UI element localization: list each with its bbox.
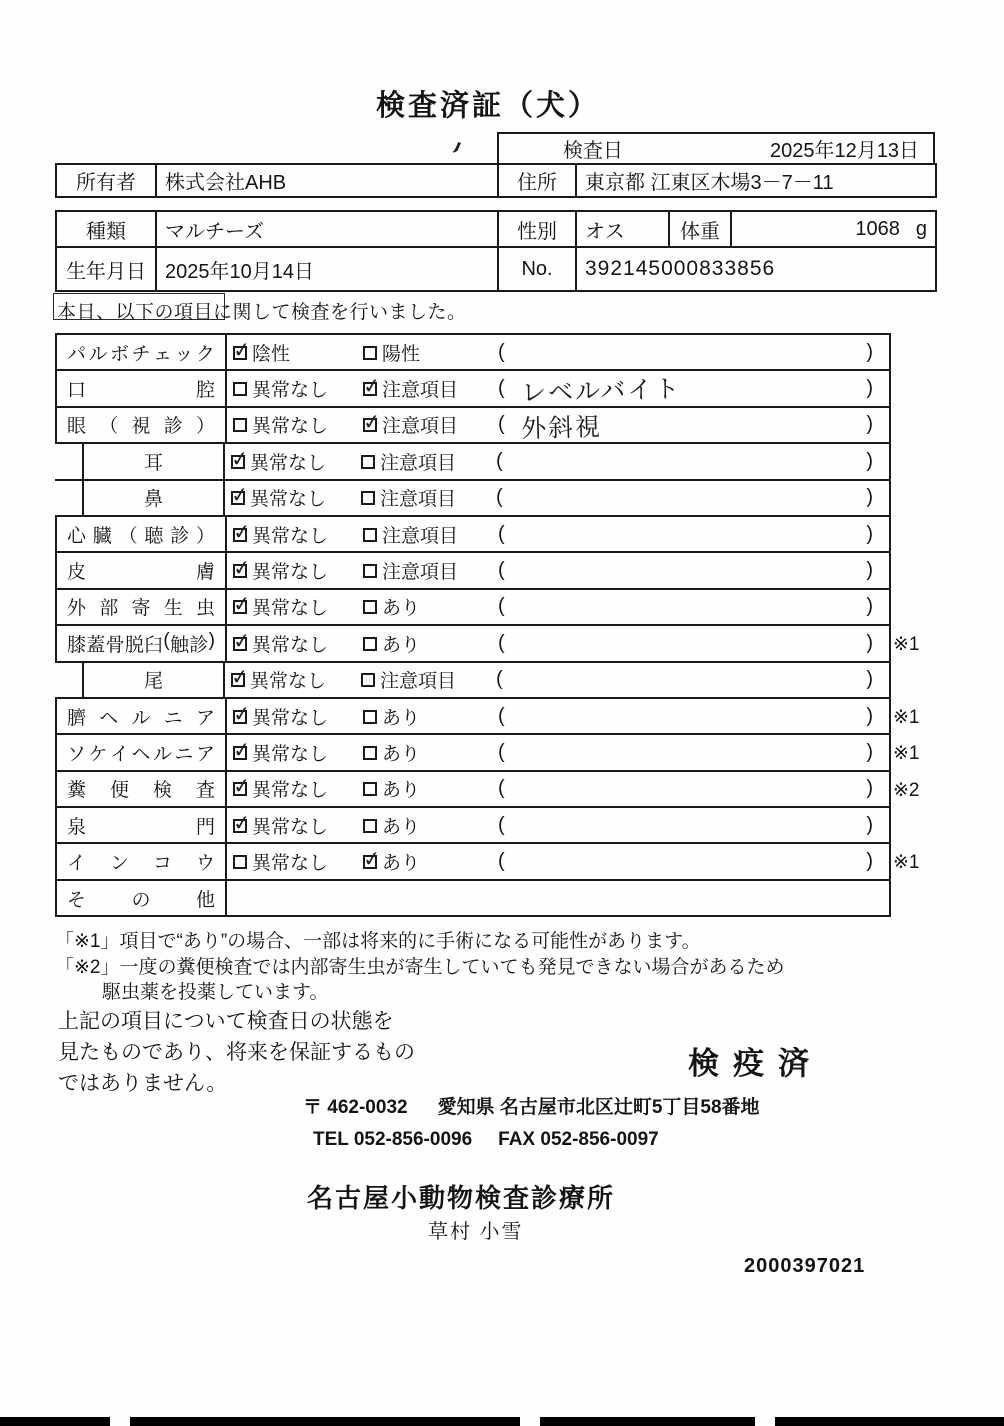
- footnote-mark: ※1: [893, 743, 920, 765]
- paren-close-icon: ): [866, 595, 873, 618]
- option-label: あり: [382, 598, 421, 620]
- weight-value: 1068: [855, 217, 900, 240]
- checkbox-icon: [361, 455, 375, 469]
- breed-value: マルチーズ: [156, 211, 498, 247]
- paren-open-icon: (: [498, 413, 505, 436]
- option-label: 注意項目: [382, 525, 459, 547]
- checklist-row: [55, 844, 920, 880]
- inspection-date-value: 2025年12月13日: [770, 140, 919, 162]
- checkbox-icon: [363, 855, 377, 869]
- checkbox-icon: [363, 600, 377, 614]
- item-label: 心 臓 （ 聴 診 ）: [67, 525, 215, 547]
- inspection-date-row: [497, 132, 935, 165]
- option-label: あり: [382, 816, 421, 838]
- paren-open-icon: (: [498, 522, 505, 545]
- paren-open-icon: (: [498, 595, 505, 618]
- checkbox-icon: [231, 455, 245, 469]
- footnote-2-cont: 駆虫薬を投薬しています。: [102, 982, 329, 1003]
- postal-code: 〒 462-0032: [303, 1097, 408, 1118]
- checklist-row: [55, 735, 920, 771]
- option-label: あり: [382, 707, 421, 729]
- footnote-mark: ※1: [893, 852, 920, 874]
- checklist-row: [55, 517, 891, 553]
- option-label: 異常なし: [250, 489, 327, 511]
- option-label: 注意項目: [380, 452, 457, 474]
- item-label: ソ ケ イ ヘ ル ニ ア: [67, 743, 215, 765]
- checklist-row: [55, 772, 920, 808]
- option-label: 注意項目: [380, 489, 457, 511]
- checkbox-icon: [363, 746, 377, 760]
- item-label: 口 腔: [67, 380, 215, 402]
- intro-text: 本日、以下の項目に関して検査を行いました。: [57, 302, 467, 323]
- item-label: パ ル ボ チ ェ ッ ク: [67, 343, 215, 365]
- clinic-fax: FAX 052-856-0097: [498, 1129, 659, 1150]
- address-label: 住所: [498, 164, 576, 197]
- paren-close-icon: ): [866, 340, 873, 363]
- option-label: 注意項目: [382, 380, 459, 402]
- paren-open-icon: (: [496, 449, 503, 472]
- footnote-1: 「※1」項目で“あり”の場合、一部は将来的に手術になる可能性があります。: [55, 931, 701, 952]
- checklist-row: [55, 553, 891, 589]
- handwritten-note: [505, 819, 867, 828]
- option-label: 異常なし: [252, 416, 329, 438]
- checkbox-icon: [363, 346, 377, 360]
- disclaimer-line: 上記の項目について検査日の状態を: [58, 1010, 394, 1033]
- checkbox-icon: [363, 382, 377, 396]
- option-label: 異常なし: [252, 853, 329, 875]
- item-label: 臍 ヘ ル ニ ア: [67, 707, 215, 729]
- checkbox-icon: [233, 528, 247, 542]
- checkbox-icon: [233, 418, 247, 432]
- birthdate-value: 2025年10月14日: [156, 247, 498, 291]
- checkbox-icon: [361, 491, 375, 505]
- checkbox-icon: [363, 528, 377, 542]
- paren-open-icon: (: [498, 850, 505, 873]
- option-label: 異常なし: [252, 743, 329, 765]
- checklist-row: [55, 408, 891, 444]
- item-label: 耳: [143, 452, 163, 474]
- checkbox-icon: [361, 673, 375, 687]
- pen-mark: [450, 140, 461, 154]
- paren-open-icon: (: [496, 486, 503, 509]
- option-label: 注意項目: [382, 416, 459, 438]
- weight-label: 体重: [669, 211, 731, 247]
- paren-close-icon: ): [866, 413, 873, 436]
- address-value: 東京都 江東区木場3－7－11: [576, 164, 936, 197]
- owner-value: 株式会社AHB: [156, 164, 498, 197]
- clinic-phone: [313, 1129, 659, 1151]
- handwritten-note: [505, 346, 867, 355]
- handwritten-note: [505, 783, 867, 792]
- checkbox-icon: [233, 819, 247, 833]
- weight-unit: g: [915, 217, 927, 240]
- checkbox-icon: [233, 637, 247, 651]
- paren-close-icon: ): [866, 704, 873, 727]
- option-label: 注意項目: [380, 671, 457, 693]
- sex-label: 性別: [498, 211, 576, 247]
- handwritten-note: [505, 601, 867, 610]
- paren-close-icon: ): [866, 850, 873, 873]
- handwritten-note: [505, 855, 867, 864]
- owner-table: [55, 163, 937, 198]
- footnote-mark: ※1: [893, 634, 920, 656]
- handwritten-note: [505, 746, 867, 755]
- handwritten-note: [505, 710, 867, 719]
- checklist-row: [55, 444, 891, 480]
- checkbox-icon: [363, 637, 377, 651]
- handwritten-note: [505, 564, 867, 573]
- breed-label: 種類: [56, 211, 156, 247]
- scan-edge-artifact: [540, 1417, 755, 1426]
- option-label: 異常なし: [252, 707, 329, 729]
- footnote-2: 「※2」一度の糞便検査では内部寄生虫が寄生していても発見できない場合があるため: [55, 957, 785, 978]
- no-label: No.: [498, 247, 576, 291]
- paren-open-icon: (: [498, 740, 505, 763]
- option-label: 異常なし: [252, 816, 329, 838]
- handwritten-note: [505, 637, 867, 646]
- checkbox-icon: [231, 491, 245, 505]
- page-title: 検査済証（犬）: [375, 90, 600, 122]
- paren-close-icon: ): [866, 522, 873, 545]
- paren-close-icon: ): [866, 813, 873, 836]
- disclaimer-line: ではありません。: [58, 1072, 228, 1095]
- quarantine-stamp: 検疫済: [688, 1046, 823, 1081]
- option-label: 陰性: [252, 343, 291, 365]
- option-label: 異常なし: [252, 525, 329, 547]
- checkbox-icon: [233, 600, 247, 614]
- option-label: あり: [382, 780, 421, 802]
- checklist-row: [55, 663, 891, 699]
- paren-close-icon: ): [866, 631, 873, 654]
- handwritten-note: レベルバイト: [520, 375, 682, 408]
- inspection-checklist: [55, 333, 920, 917]
- option-label: 異常なし: [252, 562, 329, 584]
- handwritten-note: [503, 673, 867, 683]
- paren-close-icon: ): [866, 740, 873, 763]
- option-label: 異常なし: [252, 380, 329, 402]
- owner-row: [56, 164, 936, 197]
- checkbox-icon: [231, 673, 245, 687]
- checklist-row: [55, 590, 891, 626]
- item-label: 外 部 寄 生 虫: [67, 598, 215, 620]
- item-label: 膝 蓋 骨 脱 臼 ( 触 診 ): [67, 629, 215, 656]
- option-label: 異常なし: [250, 452, 327, 474]
- option-label: あり: [382, 743, 421, 765]
- paren-close-icon: ): [866, 486, 873, 509]
- birthdate-row: [56, 247, 936, 291]
- inspection-date-label: 検査日: [563, 140, 623, 162]
- paren-open-icon: (: [496, 668, 503, 691]
- option-label: 注意項目: [382, 562, 459, 584]
- scan-edge-artifact: [775, 1417, 1004, 1426]
- checklist-row: [55, 699, 920, 735]
- paren-open-icon: (: [498, 813, 505, 836]
- paren-close-icon: ): [866, 377, 873, 400]
- option-label: 異常なし: [252, 780, 329, 802]
- empty-cell: [227, 881, 889, 915]
- paren-close-icon: ): [866, 559, 873, 582]
- clinic-tel: TEL 052-856-0096: [313, 1129, 473, 1150]
- option-label: あり: [382, 853, 421, 875]
- checkbox-icon: [363, 819, 377, 833]
- paren-open-icon: (: [498, 704, 505, 727]
- breed-row: [56, 211, 936, 247]
- paren-open-icon: (: [498, 777, 505, 800]
- checkbox-icon: [363, 564, 377, 578]
- checklist-row: [55, 808, 891, 844]
- item-label: 泉 門: [67, 816, 215, 838]
- clinic-name: 名古屋小動物検査診療所: [307, 1183, 616, 1213]
- birthdate-label: 生年月日: [56, 247, 156, 291]
- checklist-row: [55, 481, 891, 517]
- scan-edge-artifact: [0, 1417, 110, 1426]
- item-label: 眼 （ 視 診 ）: [67, 416, 215, 438]
- paren-open-icon: (: [498, 631, 505, 654]
- checklist-row: [55, 626, 920, 662]
- handwritten-note: [503, 491, 867, 501]
- disclaimer-line: 見たものであり、将来を保証するもの: [58, 1041, 415, 1064]
- checkbox-icon: [363, 418, 377, 432]
- clinic-address: 愛知県 名古屋市北区辻町5丁目58番地: [437, 1097, 760, 1118]
- item-label: 皮 膚: [67, 562, 215, 584]
- item-label: 尾: [143, 671, 163, 693]
- disclaimer: [58, 1006, 415, 1099]
- checkbox-icon: [363, 710, 377, 724]
- item-label: イ ン コ ウ: [67, 853, 215, 875]
- checkbox-icon: [233, 382, 247, 396]
- no-value: 392145000833856: [576, 247, 936, 291]
- checkbox-icon: [233, 855, 247, 869]
- handwritten-note: [505, 528, 867, 537]
- sex-value: オス: [576, 211, 669, 247]
- pet-info-table: [55, 210, 937, 292]
- owner-label: 所有者: [56, 164, 156, 197]
- paren-open-icon: (: [498, 340, 505, 363]
- checkbox-icon: [233, 346, 247, 360]
- checkbox-icon: [233, 710, 247, 724]
- option-label: 異常なし: [252, 634, 329, 656]
- paren-close-icon: ): [866, 449, 873, 472]
- option-label: 異常なし: [250, 671, 327, 693]
- checklist-row: [55, 881, 891, 917]
- option-label: 異常なし: [252, 598, 329, 620]
- veterinarian-name: 草村 小雪: [428, 1221, 524, 1243]
- footnote-mark: ※1: [893, 706, 920, 728]
- item-label: 鼻: [143, 489, 163, 511]
- clinic-postal-address: [303, 1092, 760, 1119]
- checkbox-icon: [363, 782, 377, 796]
- serial-number: 2000397021: [744, 1255, 866, 1277]
- footnote-mark: ※2: [893, 779, 920, 801]
- item-label: 糞 便 検 査: [67, 780, 215, 802]
- paren-close-icon: ): [866, 668, 873, 691]
- paren-close-icon: ): [866, 777, 873, 800]
- checkbox-icon: [233, 564, 247, 578]
- checkbox-icon: [233, 746, 247, 760]
- checkbox-icon: [233, 782, 247, 796]
- paren-open-icon: (: [498, 377, 505, 400]
- item-label: そ の 他: [67, 889, 215, 911]
- option-label: 陽性: [382, 343, 421, 365]
- handwritten-note: 外斜視: [520, 413, 603, 444]
- handwritten-note: [503, 455, 867, 465]
- option-label: あり: [382, 634, 421, 656]
- weight-value-cell: [731, 211, 936, 247]
- paren-open-icon: (: [498, 559, 505, 582]
- scan-edge-artifact: [130, 1417, 520, 1426]
